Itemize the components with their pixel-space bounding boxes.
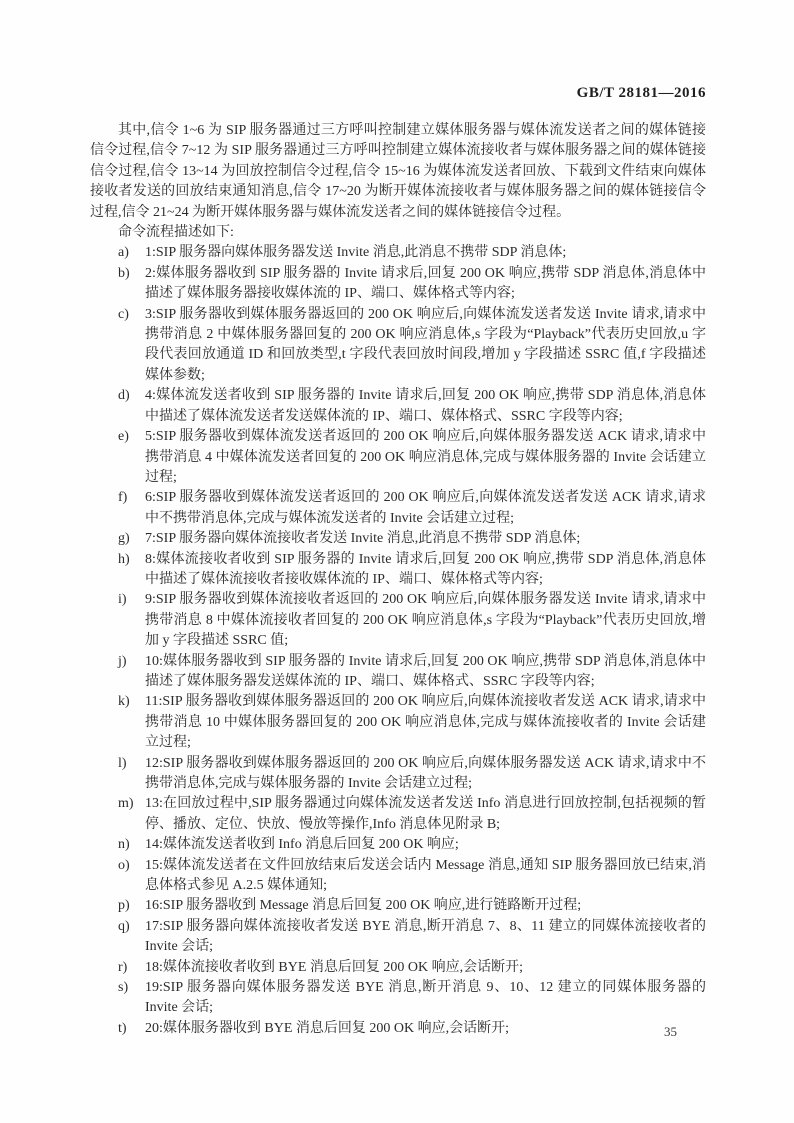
step-text: 18:媒体流接收者收到 BYE 消息后回复 200 OK 响应,会话断开; [145, 959, 523, 975]
step-item-m [118, 794, 706, 835]
step-label: i) [118, 592, 127, 608]
step-item-s [118, 978, 706, 1019]
step-text: 20:媒体服务器收到 BYE 消息后回复 200 OK 响应,会话断开; [145, 1020, 509, 1036]
step-label: j) [118, 653, 127, 669]
step-text: 6:SIP 服务器收到媒体流发送者返回的 200 OK 响应后,向媒体流发送者发送 ACK 请求,请求中不携带消息体,完成与媒体流发送者的 Invite 会话建立过程; [145, 490, 706, 526]
step-item-i [118, 590, 706, 651]
step-text: 7:SIP 服务器向媒体流接收者发送 Invite 消息,此消息不携带 SDP 消息体; [145, 531, 581, 547]
step-item-l [118, 754, 706, 795]
step-item-p [118, 896, 706, 916]
step-item-n [118, 835, 706, 855]
step-text: 2:媒体服务器收到 SIP 服务器的 Invite 请求后,回复 200 OK 响应,携带 SDP 消息体,消息体中描述了媒体服务器接收媒体流的 IP、端口、媒体格式等内容; [145, 265, 706, 302]
step-label: o) [118, 857, 130, 873]
step-text: 13:在回放过程中,SIP 服务器通过向媒体流发送者发送 Info 消息进行回放控制,包括视频的暂停、播放、定位、快放、慢放等操作,Info 消息体见附录 B; [145, 796, 706, 832]
step-label: c) [118, 306, 129, 322]
document-body [90, 121, 706, 1039]
step-item-f [118, 488, 706, 529]
step-label: p) [118, 898, 130, 914]
step-text: 3:SIP 服务器收到媒体服务器返回的 200 OK 响应后,向媒体流发送者发送 Invite 请求,请求中携带消息 2 中媒体服务器回复的 200 OK 响应消息体,s 字段为“Playback”代表历史回放,u 字段代表回放通道 ID 和回放类型,t 字段代表回放时间段,增加 y 字段描述 SSRC 值,f 字段描述媒体参数; [145, 306, 706, 383]
list-lead-paragraph: 命令流程描述如下: [118, 225, 234, 241]
step-text: 9:SIP 服务器收到媒体流接收者返回的 200 OK 响应后,向媒体服务器发送 Invite 请求,请求中携带消息 8 中媒体流接收者回复的 200 OK 响应消息体,s 字段为“Playback”代表历史回放,增加 y 字段描述 SSRC 值; [145, 592, 706, 649]
step-label: q) [118, 918, 130, 934]
step-label: m) [118, 796, 134, 812]
step-text: 8:媒体流接收者收到 SIP 服务器的 Invite 请求后,回复 200 OK 响应,携带 SDP 消息体,消息体中描述了媒体流接收者接收媒体流的 IP、端口、媒体格式等内容; [145, 551, 706, 587]
step-text: 15:媒体流发送者在文件回放结束后发送会话内 Message 消息,通知 SIP 服务器回放已结束,消息体格式参见 A.2.5 媒体通知; [145, 857, 706, 894]
intro-paragraph: 其中,信令 1~6 为 SIP 服务器通过三方呼叫控制建立媒体服务器与媒体流发送者之间的媒体链接信令过程,信令 7~12 为 SIP 服务器通过三方呼叫控制建立媒体流接收者与媒体服务器之间的媒体链接信令过程,信令 13~14 为回放控制信令过程,信令 15~16 为媒体流发送者回放、下载到文件结束向媒体接收者发送的回放结束通知消息,信令 17~20 为断开媒体流接收者与媒体服务器之间的媒体链接信令过程,信令 21~24 为断开媒体服务器与媒体流发送者之间的媒体链接信令过程。 [90, 123, 706, 220]
step-label: h) [118, 551, 130, 567]
step-item-e [118, 427, 706, 488]
step-text: 11:SIP 服务器收到媒体服务器返回的 200 OK 响应后,向媒体流接收者发送 ACK 请求,请求中携带消息 10 中媒体服务器回复的 200 OK 响应消息体,完成与媒体流接收者的 Invite 会话建立过程; [145, 694, 706, 751]
step-label: l) [118, 755, 127, 771]
step-label: k) [118, 694, 130, 710]
step-label: g) [118, 531, 130, 547]
step-item-d [118, 386, 706, 427]
step-text: 17:SIP 服务器向媒体流接收者发送 BYE 消息,断开消息 7、8、11 建立的同媒体流接收者的 Invite 会话; [145, 918, 706, 955]
step-label: b) [118, 265, 130, 281]
step-label: f) [118, 490, 128, 506]
page-footer [664, 1024, 677, 1040]
step-text: 5:SIP 服务器收到媒体流发送者返回的 200 OK 响应后,向媒体服务器发送 ACK 请求,请求中携带消息 4 中媒体流发送者回复的 200 OK 响应消息体,完成与媒体服务器的 Invite 会话建立过程; [145, 429, 706, 485]
step-text: 10:媒体服务器收到 SIP 服务器的 Invite 请求后,回复 200 OK 响应,携带 SDP 消息体,消息体中描述了媒体服务器发送媒体流的 IP、端口、媒体格式、SSRC 字段等内容; [145, 653, 706, 689]
step-text: 12:SIP 服务器收到媒体服务器返回的 200 OK 响应后,向媒体服务器发送 ACK 请求,请求中不携带消息体,完成与媒体服务器的 Invite 会话建立过程; [145, 755, 706, 791]
step-label: r) [118, 959, 128, 975]
step-label: t) [118, 1020, 127, 1036]
step-item-b [118, 264, 706, 305]
step-text: 14:媒体流发送者收到 Info 消息后回复 200 OK 响应; [145, 837, 459, 853]
step-item-r [118, 958, 706, 978]
step-text: 16:SIP 服务器收到 Message 消息后回复 200 OK 响应,进行链路断开过程; [145, 898, 582, 914]
page-header [90, 85, 706, 102]
step-label: d) [118, 388, 130, 404]
step-item-a [118, 243, 706, 263]
standard-number: GB/T 28181—2016 [576, 85, 706, 101]
step-item-t [118, 1019, 706, 1039]
step-text: 1:SIP 服务器向媒体服务器发送 Invite 消息,此消息不携带 SDP 消息体; [145, 245, 567, 261]
page-number: 35 [664, 1024, 677, 1039]
step-item-o [118, 856, 706, 897]
step-label: a) [118, 245, 129, 261]
step-label: n) [118, 837, 130, 853]
step-item-q [118, 917, 706, 958]
steps-list [118, 243, 706, 1039]
step-label: s) [118, 980, 129, 996]
step-label: e) [118, 429, 129, 445]
step-item-k [118, 692, 706, 753]
step-item-c [118, 305, 706, 387]
step-item-j [118, 652, 706, 693]
step-item-h [118, 550, 706, 591]
step-text: 4:媒体流发送者收到 SIP 服务器的 Invite 请求后,回复 200 OK 响应,携带 SDP 消息体,消息体中描述了媒体流发送者发送媒体流的 IP、端口、媒体格式、SSRC 字段等内容; [145, 388, 706, 424]
step-text: 19:SIP 服务器向媒体服务器发送 BYE 消息,断开消息 9、10、12 建立的同媒体服务器的 Invite 会话; [145, 980, 706, 1016]
step-item-g [118, 529, 706, 549]
